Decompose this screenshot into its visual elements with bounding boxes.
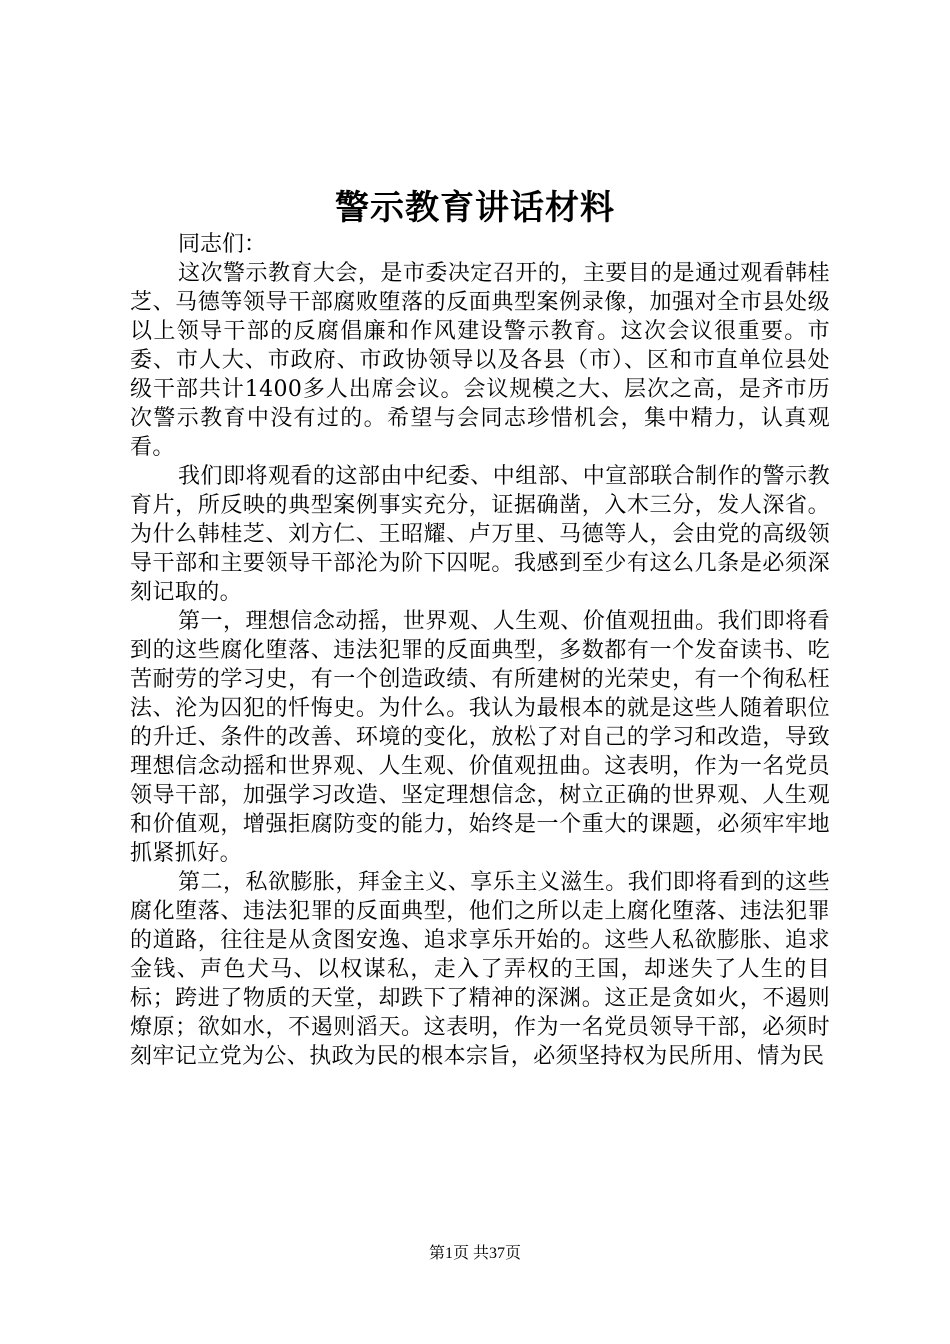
- document-title: 警示教育讲话材料: [335, 188, 615, 228]
- paragraph-4: 第二，私欲膨胀，拜金主义、享乐主义滋生。我们即将看到的这些腐化堕落、违法犯罪的反面典型，他们之所以走上腐化堕落、违法犯罪的道路，往往是从贪图安逸、追求享乐开始的。这些人私欲膨胀、追求金钱、声色犬马、以权谋私，走入了弄权的王国，却迷失了人生的目标；跨进了物质的天堂，却跌下了精神的深渊。这正是贪如火，不遏则燎原；欲如水，不遏则滔天。这表明，作为一名党员领导干部，必须时刻牢记立党为公、执政为民的根本宗旨，必须坚持权为民所用、情为民: [130, 870, 830, 1069]
- paragraph-1: 这次警示教育大会，是市委决定召开的，主要目的是通过观看韩桂芝、马德等领导干部腐败堕落的反面典型案例录像，加强对全市县处级以上领导干部的反腐倡廉和作风建设警示教育。这次会议很重要。市委、市人大、市政府、市政协领导以及各县（市）、区和市直单位县处级干部共计1400多人出席会议。会议规模之大、层次之高，是齐市历次警示教育中没有过的。希望与会同志珍惜机会，集中精力，认真观看。: [130, 261, 830, 460]
- page-footer: 第1页 共37页: [428, 1245, 521, 1262]
- document-body: [130, 230, 830, 1071]
- paragraph-3: 第一，理想信念动摇，世界观、人生观、价值观扭曲。我们即将看到的这些腐化堕落、违法犯罪的反面典型，多数都有一个发奋读书、吃苦耐劳的学习史，有一个创造政绩、有所建树的光荣史，有一个徇私枉法、沦为囚犯的忏悔史。为什么。我认为最根本的就是这些人随着职位的升迁、条件的改善、环境的变化，放松了对自己的学习和改造，导致理想信念动摇和世界观、人生观、价值观扭曲。这表明，作为一名党员领导干部，加强学习改造、坚定理想信念，树立正确的世界观、人生观和价值观，增强拒腐防变的能力，始终是一个重大的课题，必须牢牢地抓紧抓好。: [130, 609, 830, 866]
- salutation: 同志们：: [178, 232, 267, 257]
- paragraph-2: 我们即将观看的这部由中纪委、中组部、中宣部联合制作的警示教育片，所反映的典型案例事实充分，证据确凿，入木三分，发人深省。为什么韩桂芝、刘方仁、王昭耀、卢万里、马德等人，会由党的高级领导干部和主要领导干部沦为阶下囚呢。我感到至少有这么几条是必须深刻记取的。: [130, 464, 830, 605]
